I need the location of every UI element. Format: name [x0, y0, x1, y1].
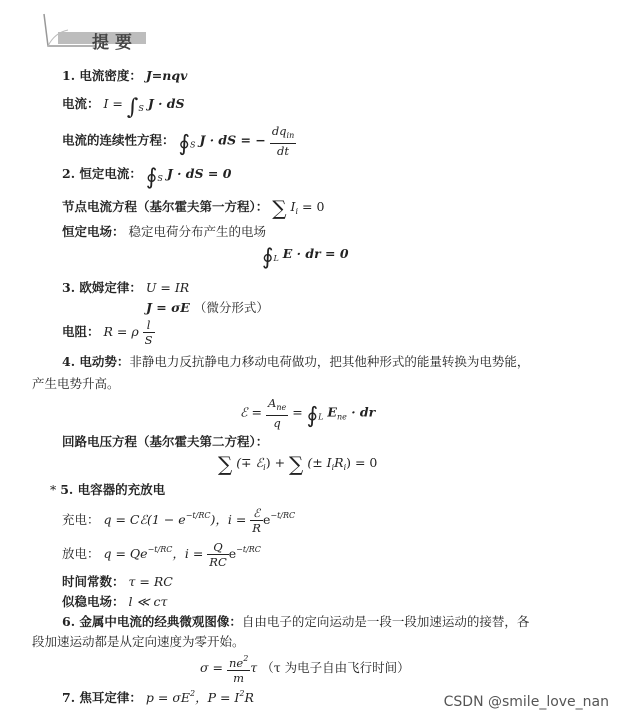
loop-a-sub: i: [263, 463, 266, 472]
section-6-desc-2: 段加速运动都是从定向速度为零开始。: [32, 634, 245, 649]
loop-d: R: [334, 455, 344, 470]
sigma-num: ne: [228, 656, 244, 670]
loop-a: (∓ ℰ: [236, 455, 264, 470]
discharging-num: Q: [207, 540, 228, 555]
joule-expr3: R: [244, 690, 254, 705]
sigma-lhs: σ =: [200, 660, 223, 675]
charging-den: R: [252, 521, 261, 535]
summation-icon: ∑: [218, 452, 233, 476]
current-int-sub: S: [138, 104, 144, 113]
quasi-static-label: 似稳电场：: [62, 594, 125, 609]
node-equation-label: 节点电流方程（基尔霍夫第一方程）：: [62, 199, 269, 214]
steady-field-equation: [262, 246, 349, 269]
resistance-label: 电阻：: [62, 324, 100, 339]
section-5-label: 5. 电容器的充放电: [60, 482, 166, 497]
closed-integral-icon: ∮: [178, 131, 190, 157]
emf-desc-2: 产生电势升高。: [32, 376, 120, 391]
node-equation-line: [62, 196, 324, 220]
charging-label: 充电：: [62, 512, 100, 527]
discharging-exp: −t/RC: [147, 545, 173, 554]
page-title: 提要: [92, 33, 138, 53]
emf-equation: [240, 396, 375, 430]
continuity-mid: J · dS = −: [199, 132, 266, 148]
section-6-desc-1: 自由电子的定向运动是一段一段加速运动的接替，各: [241, 614, 530, 629]
node-sub: i: [295, 207, 299, 216]
continuity-fraction: [270, 124, 296, 158]
sigma-fraction: [227, 652, 250, 685]
discharging-line: [62, 540, 261, 569]
discharging-label: 放电：: [62, 546, 100, 561]
emf-num-sub: ne: [276, 403, 287, 412]
sigma-num-sup: 2: [243, 654, 249, 663]
section-2-label: 2. 恒定电流：: [62, 166, 142, 181]
section-1-label: 1. 电流密度：: [62, 68, 142, 83]
emf-fraction: [266, 396, 288, 430]
continuity-line: [62, 124, 296, 158]
section-7-label: 7. 焦耳定律：: [62, 690, 142, 705]
header-decoration-icon: [40, 12, 100, 50]
summation-icon: ∑: [272, 196, 287, 220]
ohm-diff-expr: J = σE: [146, 300, 190, 315]
sigma-note: （τ 为电子自由飞行时间）: [261, 660, 410, 675]
section-5-line: [50, 480, 165, 498]
continuity-num-sub: in: [286, 131, 295, 140]
conductivity-equation: [200, 652, 410, 685]
charging-num: ℰ: [250, 506, 263, 521]
steady-field-label: 恒定电场：: [62, 224, 125, 239]
section-5-star: *: [50, 482, 57, 497]
continuity-int-sub: S: [189, 140, 196, 150]
charging-exp2: −t/RC: [270, 511, 296, 520]
resistance-fraction: [143, 318, 155, 347]
emf-den: q: [273, 416, 281, 430]
section-6-line: [62, 612, 529, 630]
steady-field-line: [62, 222, 266, 240]
discharging-exp2: −t/RC: [236, 545, 261, 554]
ohm-diff-line: [146, 298, 269, 316]
emf-desc-1: 非静电力反抗静电力移动电荷做功，把其他种形式的能量转换为电势能，: [129, 354, 530, 369]
charging-expr: q = Cℰ(1 − e: [103, 512, 186, 527]
loop-e: ) = 0: [346, 455, 378, 470]
summation-icon: ∑: [289, 452, 304, 476]
section-2-line: [62, 164, 231, 189]
emf-tail-sub: ne: [336, 412, 347, 422]
discharging-expr: q = Qe: [103, 546, 148, 561]
section-3-line: [62, 278, 189, 296]
section-6-desc-2-line: [32, 632, 245, 650]
section-4-line: [62, 352, 529, 370]
section-7-line: [62, 688, 254, 706]
emf-int-sub: L: [318, 412, 324, 422]
continuity-num: dq: [271, 124, 287, 138]
ohm-expr: U = IR: [145, 280, 190, 295]
ohm-diff-note: （微分形式）: [193, 300, 269, 315]
continuity-den: dt: [277, 144, 290, 158]
loop-c: (± I: [307, 455, 332, 470]
field-expr: E · dr = 0: [282, 246, 349, 261]
quasi-static-line: [62, 592, 167, 610]
emf-desc-2-line: [32, 374, 120, 392]
section-1-line: [62, 66, 187, 84]
discharging-den: RC: [209, 555, 227, 569]
current-lhs: I =: [103, 96, 123, 111]
closed-integral-icon: ∮: [145, 165, 158, 190]
quasi-static-expr: l ≪ cτ: [128, 594, 168, 609]
resistance-lhs: R = ρ: [103, 324, 139, 339]
discharging-mid: ，i =: [172, 546, 204, 561]
emf-lhs: ℰ =: [240, 404, 263, 420]
current-line: [62, 94, 185, 119]
time-constant-line: [62, 572, 173, 590]
loop-d-sub: i: [343, 463, 347, 472]
section-4-label: 4. 电动势：: [62, 354, 130, 369]
closed-integral-icon: ∮: [262, 245, 274, 270]
discharging-fraction: [207, 540, 228, 569]
resistance-den: S: [144, 333, 153, 347]
section-3-label: 3. 欧姆定律：: [62, 280, 142, 295]
field-int-sub: L: [273, 254, 279, 263]
section-6-label: 6. 金属中电流的经典微观图像：: [62, 614, 242, 629]
sigma-den: m: [233, 671, 245, 685]
loop-equation-label: 回路电压方程（基尔霍夫第二方程）：: [62, 434, 269, 449]
steady-current-expr: J · dS = 0: [166, 166, 232, 181]
emf-tail: E: [327, 404, 337, 420]
emf-num: A: [268, 396, 277, 410]
resistance-line: [62, 318, 155, 347]
steady-int-sub: S: [157, 174, 163, 183]
loop-c-sub: i: [331, 463, 335, 472]
charging-fraction: [250, 506, 263, 535]
charging-e: e: [262, 512, 271, 527]
current-label: 电流：: [62, 96, 100, 111]
joule-expr2-sup: 2: [239, 689, 245, 698]
charging-line: [62, 506, 295, 535]
discharging-e: e: [228, 546, 237, 561]
loop-b: ) +: [265, 455, 286, 470]
current-rhs: J · dS: [147, 96, 185, 111]
time-constant-label: 时间常数：: [62, 574, 125, 589]
current-density-expr: J=nqv: [145, 68, 188, 83]
loop-equation-line: [62, 432, 268, 450]
continuity-label: 电流的连续性方程：: [62, 132, 175, 148]
loop-equation: [218, 452, 377, 476]
integral-sign-icon: ∫: [126, 95, 139, 120]
sigma-tau: τ: [250, 660, 258, 675]
joule-expr2: ，P = I: [195, 690, 240, 705]
emf-eq: =: [292, 404, 303, 420]
emf-tail2: · dr: [346, 404, 376, 420]
time-constant-expr: τ = RC: [128, 574, 173, 589]
charging-mid: )，i =: [210, 512, 247, 527]
resistance-num: l: [143, 318, 155, 333]
node-expr: I: [290, 199, 296, 214]
watermark: CSDN @smile_love_nan: [443, 694, 609, 710]
closed-integral-icon: ∮: [306, 403, 319, 429]
joule-expr-sup: 2: [189, 689, 196, 698]
joule-expr: p = σE: [145, 690, 190, 705]
node-tail: = 0: [298, 199, 325, 214]
steady-field-desc: 稳定电荷分布产生的电场: [128, 224, 267, 239]
charging-exp: −t/RC: [185, 511, 211, 520]
